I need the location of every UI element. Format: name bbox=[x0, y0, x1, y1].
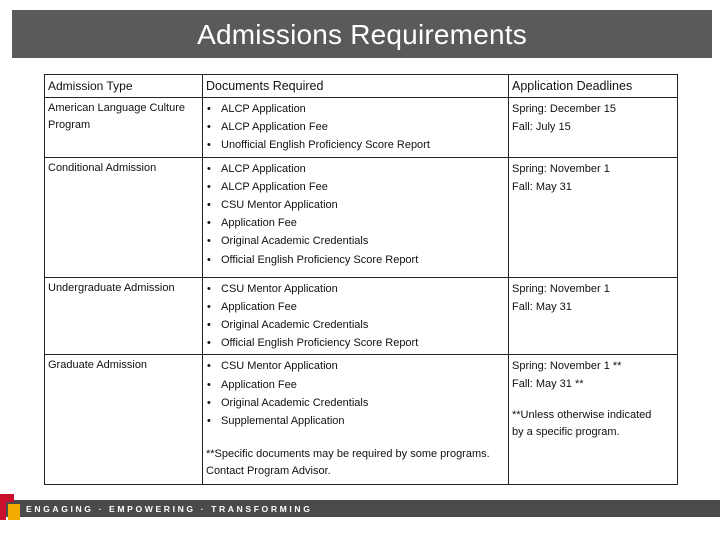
logo-gold-shape bbox=[8, 504, 20, 520]
documents-note: Contact Program Advisor. bbox=[206, 465, 331, 478]
list-item: • Original Academic Credentials bbox=[206, 394, 505, 412]
bullet-icon: • bbox=[207, 180, 211, 193]
documents-note: **Specific documents may be required by some programs. bbox=[206, 448, 490, 461]
list-item: • ALCP Application bbox=[206, 160, 505, 178]
documents-cell bbox=[203, 98, 509, 158]
list-item: • Application Fee bbox=[206, 214, 505, 232]
admission-type-text: Graduate Admission bbox=[48, 359, 148, 372]
table-header-row bbox=[45, 75, 678, 98]
header-documents-required: Documents Required bbox=[203, 75, 509, 98]
admission-type-cell bbox=[45, 277, 203, 355]
requirements-table bbox=[44, 74, 678, 485]
bullet-icon: • bbox=[207, 396, 211, 409]
list-item: • Unofficial English Proficiency Score Report bbox=[206, 136, 505, 154]
bullet-icon: • bbox=[207, 319, 211, 332]
bullet-icon: • bbox=[207, 360, 211, 373]
table-row bbox=[45, 277, 678, 355]
documents-list bbox=[206, 160, 505, 269]
bullet-icon: • bbox=[207, 282, 211, 295]
deadlines-cell bbox=[509, 157, 678, 277]
list-item: • ALCP Application Fee bbox=[206, 118, 505, 136]
admission-type-cell bbox=[45, 355, 203, 485]
list-item: • Application Fee bbox=[206, 376, 505, 394]
admission-type-text: American Language Culture bbox=[48, 102, 185, 114]
deadline-text: Spring: November 1 ** bbox=[512, 360, 622, 373]
list-item: • Official English Proficiency Score Report bbox=[206, 251, 505, 269]
deadline-text: Fall: May 31 bbox=[512, 180, 572, 193]
list-item: • Original Academic Credentials bbox=[206, 316, 505, 334]
documents-cell bbox=[203, 355, 509, 485]
bullet-icon: • bbox=[207, 337, 211, 350]
admission-type-cell bbox=[45, 157, 203, 277]
page-title: Admissions Requirements bbox=[197, 19, 527, 50]
deadlines-note: by a specific program. bbox=[512, 426, 620, 439]
bullet-icon: • bbox=[207, 300, 211, 313]
documents-list bbox=[206, 100, 505, 155]
deadlines-note: **Unless otherwise indicated bbox=[512, 409, 652, 422]
deadline-text: Spring: December 15 bbox=[512, 103, 616, 115]
list-item: • ALCP Application Fee bbox=[206, 178, 505, 196]
admission-type-text: Program bbox=[48, 119, 91, 131]
admission-type-text: Undergraduate Admission bbox=[48, 281, 175, 294]
bullet-icon: • bbox=[207, 121, 211, 134]
list-item: • CSU Mentor Application bbox=[206, 196, 505, 214]
header-admission-type: Admission Type bbox=[45, 75, 203, 98]
list-item: • ALCP Application bbox=[206, 100, 505, 118]
deadlines-cell bbox=[509, 98, 678, 158]
list-item: • Supplemental Application bbox=[206, 412, 505, 430]
deadline-text: Spring: November 1 bbox=[512, 282, 610, 295]
list-item: • Original Academic Credentials bbox=[206, 232, 505, 250]
bullet-icon: • bbox=[207, 378, 211, 391]
deadline-text: Fall: May 31 ** bbox=[512, 378, 584, 391]
table-row bbox=[45, 355, 678, 485]
deadline-text: Fall: May 31 bbox=[512, 300, 572, 313]
deadlines-cell bbox=[509, 355, 678, 485]
documents-list bbox=[206, 280, 505, 353]
bullet-icon: • bbox=[207, 103, 211, 115]
table-row bbox=[45, 98, 678, 158]
admission-type-cell bbox=[45, 98, 203, 158]
bullet-icon: • bbox=[207, 217, 211, 230]
bullet-icon: • bbox=[207, 162, 211, 175]
list-item: • Application Fee bbox=[206, 298, 505, 316]
admission-type-text: Conditional Admission bbox=[48, 161, 157, 174]
table-row bbox=[45, 157, 678, 277]
footer-tagline: ENGAGING · EMPOWERING · TRANSFORMING bbox=[26, 504, 313, 514]
university-logo-icon bbox=[0, 494, 22, 520]
deadline-text: Fall: July 15 bbox=[512, 121, 571, 133]
bullet-icon: • bbox=[207, 139, 211, 152]
deadline-text: Spring: November 1 bbox=[512, 162, 610, 175]
list-item: • CSU Mentor Application bbox=[206, 357, 505, 375]
list-item: • Official English Proficiency Score Report bbox=[206, 334, 505, 352]
documents-list bbox=[206, 357, 505, 430]
documents-cell bbox=[203, 277, 509, 355]
deadlines-cell bbox=[509, 277, 678, 355]
documents-cell bbox=[203, 157, 509, 277]
list-item: • CSU Mentor Application bbox=[206, 280, 505, 298]
bullet-icon: • bbox=[207, 253, 211, 266]
title-bar bbox=[12, 10, 712, 58]
bullet-icon: • bbox=[207, 199, 211, 212]
bullet-icon: • bbox=[207, 235, 211, 248]
header-application-deadlines: Application Deadlines bbox=[509, 75, 678, 98]
footer-bar bbox=[0, 500, 720, 517]
bullet-icon: • bbox=[207, 415, 211, 428]
